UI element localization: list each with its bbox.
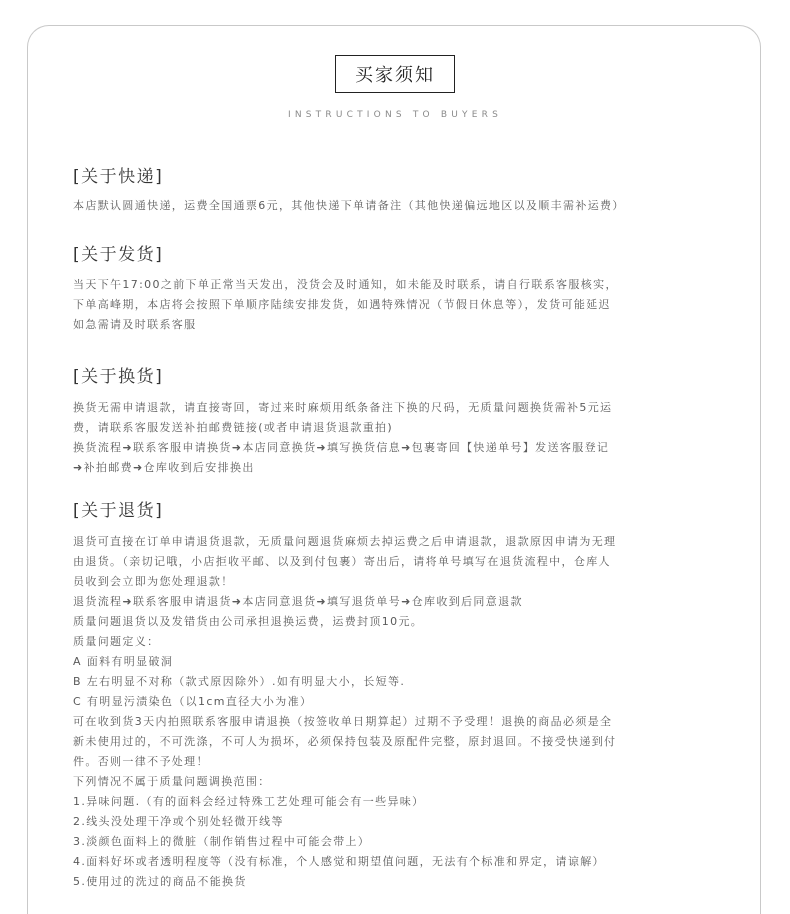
text-line: 退货可直接在订单申请退货退款，无质量问题退货麻烦去掉运费之后申请退款，退款原因申请为无理 — [73, 535, 617, 548]
text-line: 5.使用过的洗过的商品不能换货 — [73, 875, 247, 888]
text-line: 2.线头没处理干净或个别处轻微开线等 — [73, 815, 284, 828]
text-line: 换货流程➜联系客服申请换货➜本店同意换货➜填写换货信息➜包裹寄回【快递单号】发送客服登记 — [73, 441, 610, 454]
text-line: B 左右明显不对称（款式原因除外）.如有明显大小，长短等. — [73, 675, 406, 688]
section-body-returns — [73, 532, 723, 892]
section-heading-exchange: [关于换货] — [73, 367, 164, 387]
text-line: 本店默认圆通快递，运费全国通票6元，其他快递下单请备注（其他快递偏远地区以及顺丰需补运费） — [73, 199, 625, 212]
text-line: 1.异味问题.（有的面料会经过特殊工艺处理可能会有一些异味） — [73, 795, 425, 808]
text-line: 由退货。（亲切记哦，小店拒收平邮、以及到付包裹）寄出后，请将单号填写在退货流程中，仓库人 — [73, 555, 611, 568]
text-line: 新未使用过的，不可洗涤，不可人为损坏，必须保持包装及原配件完整，原封退回。不接受快递到付 — [73, 735, 617, 748]
text-line: 可在收到货3天内拍照联系客服申请退换（按签收单日期算起）过期不予受理！退换的商品必须是全 — [73, 715, 613, 728]
text-line: 换货无需申请退款，请直接寄回，寄过来时麻烦用纸条备注下换的尺码，无质量问题换货需补5元运 — [73, 401, 613, 414]
text-line: A 面料有明显破洞 — [73, 655, 174, 668]
text-line: 质量问题定义： — [73, 635, 160, 648]
text-line: 当天下午17:00之前下单正常当天发出，没货会及时通知，如未能及时联系，请自行联系客服核实， — [73, 278, 618, 291]
text-line: 如急需请及时联系客服 — [73, 318, 197, 331]
buyer-notice-card — [27, 25, 761, 914]
text-line: 质量问题退货以及发错货由公司承担退换运费，运费封顶10元。 — [73, 615, 424, 628]
section-body-shipping — [73, 275, 723, 335]
text-line: 4.面料好坏或者透明程度等（没有标准，个人感觉和期望值问题，无法有个标准和界定，请谅解） — [73, 855, 605, 868]
text-line: C 有明显污渍染色（以1cm直径大小为准） — [73, 695, 313, 708]
page-subtitle: INSTRUCTIONS TO BUYERS — [287, 110, 503, 120]
section-heading-returns: [关于退货] — [73, 501, 164, 521]
text-line: 3.淡颜色面料上的微脏（制作销售过程中可能会带上） — [73, 835, 371, 848]
text-line: 退货流程➜联系客服申请退货➜本店同意退货➜填写退货单号➜仓库收到后同意退款 — [73, 595, 523, 608]
text-line: 件。否则一律不予处理！ — [73, 755, 209, 768]
section-heading-shipping: [关于发货] — [73, 245, 164, 265]
text-line: 下单高峰期，本店将会按照下单顺序陆续安排发货，如遇特殊情况（节假日休息等），发货可能延迟 — [73, 298, 611, 311]
text-line: 下列情况不属于质量问题调换范围： — [73, 775, 271, 788]
section-heading-express: [关于快递] — [73, 167, 164, 187]
text-line: 费，请联系客服发送补拍邮费链接(或者申请退货退款重拍) — [73, 421, 394, 434]
page-title: 买家须知 — [335, 55, 455, 93]
section-body-exchange — [73, 398, 723, 478]
section-body-express — [73, 196, 723, 216]
text-line: ➜补拍邮费➜仓库收到后安排换出 — [73, 461, 255, 474]
text-line: 员收到会立即为您处理退款！ — [73, 575, 234, 588]
